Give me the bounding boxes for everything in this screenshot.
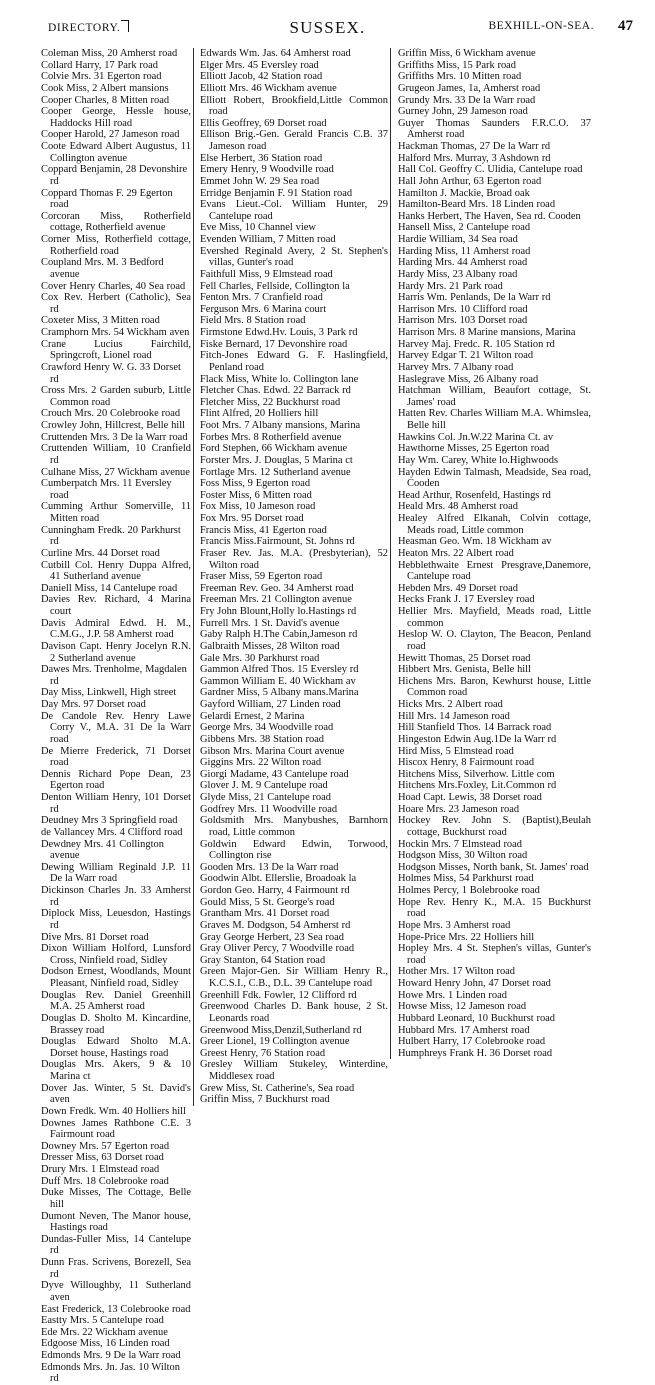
directory-entry: Hackman Thomas, 27 De la Warr rd (398, 141, 551, 152)
directory-entry: Harding Miss, 11 Amherst road (398, 245, 531, 257)
directory-entry: Ford Stephen, 66 Wickham avenue (200, 443, 348, 455)
directory-entry: Forster Mrs. J. Douglas, 5 Marina ct (200, 454, 353, 466)
directory-entry: Francis Miss.Fairmount, St. Johns rd (200, 536, 355, 548)
directory-entry: Hawkins Col. Jn.W.22 Marina Ct. av (398, 431, 554, 443)
directory-entry: Dewdney Mrs. 41 Collington avenue (41, 838, 164, 862)
directory-entry: Hubbard Mrs. 17 Amherst road (398, 1024, 530, 1036)
directory-entry: Gayford William, 27 Linden road (200, 699, 341, 710)
directory-entry: Dresser Miss, 63 Dorset road (41, 1152, 164, 1164)
directory-entry: Douglas Edward Sholto M.A. Dorset house, Hastings road (41, 1036, 191, 1059)
directory-column-2 (193, 48, 390, 1106)
directory-entry: Hay Wm. Carey, White lo.Highwoods (398, 454, 559, 466)
directory-entry: Greer Lionel, 19 Collington avenue (200, 1036, 350, 1048)
directory-entry: Gibson Mrs. Marina Court avenue (200, 745, 345, 757)
directory-entry: Firmstone Edwd.Hv. Louis, 3 Park rd (200, 327, 358, 338)
directory-entry: Hitchens Miss, Silverhow. Little com (398, 768, 555, 780)
directory-entry: Cook Miss, 2 Albert mansions (41, 82, 169, 94)
directory-entry: Hardie William, 34 Sea road (398, 234, 518, 245)
directory-entry: Culhane Miss, 27 Wickham avenue (41, 466, 190, 478)
directory-entry: Dawes Mrs. Trenholme, Magdalen rd (41, 664, 187, 687)
directory-entry: Douglas Mrs. Akers, 9 & 10 Marina ct (41, 1059, 191, 1082)
running-head-title: SUSSEX. (289, 18, 366, 37)
directory-entry: Edwards Wm. Jas. 64 Amherst road (200, 48, 351, 59)
directory-entry: Douglas Rev. Daniel Greenhill M.A. 25 Amherst road (41, 989, 191, 1013)
directory-entry: Edmonds Mrs. Jn. Jas. 10 Wilton rd (41, 1361, 180, 1385)
directory-entry: Giggins Mrs. 22 Wilton road (200, 757, 322, 769)
directory-entry: Hulbert Harry, 17 Colebrooke road (398, 1036, 546, 1048)
directory-entry: Hird Miss, 5 Elmstead road (398, 745, 514, 757)
directory-entry: Coote Edward Albert Augustus, 11 Collington avenue (41, 141, 191, 164)
directory-entry: Galbraith Misses, 28 Wilton road (200, 640, 340, 652)
directory-entry: Dickinson Charles Jn. 33 Amherst rd (41, 885, 191, 908)
directory-entry: Coxeter Miss, 3 Mitten road (41, 315, 160, 327)
directory-entry: Davison Capt. Henry Jocelyn R.N. 2 Sutherland avenue (41, 640, 191, 664)
directory-entry: Glyde Miss, 21 Cantelupe road (200, 792, 331, 803)
directory-entry: Heslop W. O. Clayton, The Beacon, Penland road (398, 629, 591, 652)
directory-entry: Evans Lieut.-Col. William Hunter, 29 Cantelupe road (200, 199, 388, 222)
directory-entry: Colvie Mrs. 31 Egerton road (41, 71, 162, 83)
directory-entry: Hawthorne Misses, 25 Egerton road (398, 443, 550, 455)
directory-entry: Hother Mrs. 17 Wilton road (398, 966, 516, 978)
directory-entry: Humphreys Frank H. 36 Dorset road (398, 1047, 553, 1059)
directory-entry: Hicks Mrs. 2 Albert road (398, 699, 503, 710)
directory-entry: Gordon Geo. Harry, 4 Fairmount rd (200, 885, 350, 896)
directory-entry: Goodwin Albt. Ellerslie, Broadoak la (200, 873, 357, 885)
directory-entry: de Vallancey Mrs. 4 Clifford road (41, 826, 183, 838)
directory-entry: Hodgson Misses, North bank, St. James' road (398, 861, 589, 873)
directory-entry: Duke Misses, The Cottage, Belle hill (41, 1187, 191, 1210)
directory-entry: Harrison Mrs. 8 Marine mansions, Marina (398, 327, 576, 338)
directory-entry: Gelardi Ernest, 2 Marina (200, 710, 305, 722)
directory-entry: Griffiths Mrs. 10 Mitten road (398, 71, 522, 83)
directory-entry: Erridge Benjamin F. 91 Station road (200, 187, 353, 199)
directory-entry: Forbes Mrs. 8 Rotherfield avenue (200, 431, 342, 443)
directory-entry: Dive Mrs. 81 Dorset road (41, 931, 149, 943)
directory-entry: Flint Alfred, 20 Holliers hill (200, 408, 319, 420)
directory-entry: Francis Miss, 41 Egerton road (200, 524, 327, 536)
directory-entry: Davis Admiral Edwd. H. M., C.M.G., J.P. 58 Amherst road (41, 617, 191, 641)
directory-entry: Hewitt Thomas, 25 Dorset road (398, 652, 531, 664)
directory-entry: Cooper George, Hessle house, Haddocks Hill road (41, 106, 191, 129)
directory-entry: Denton William Henry, 101 Dorset rd (41, 792, 191, 815)
directory-entry: Davies Rev. Richard, 4 Marina court (41, 594, 191, 617)
directory-entry: Fenton Mrs. 7 Cranfield road (200, 292, 323, 304)
directory-entry: Furrell Mrs. 1 St. David's avenue (200, 617, 340, 629)
directory-entry: Daniell Miss, 14 Cantelupe road (41, 582, 178, 594)
directory-entry: Grantham Mrs. 41 Dorset road (200, 908, 330, 920)
directory-entry: Greenhill Fdk. Fowler, 12 Clifford rd (200, 989, 357, 1001)
directory-entry: Freeman Rev. Geo. 34 Amherst road (200, 582, 354, 594)
directory-entry: Cruttenden Mrs. 3 De la Warr road (41, 431, 188, 443)
directory-entry: Hatchman William, Beaufort cottage, St. James' road (398, 385, 591, 408)
directory-entry: Haslegrave Miss, 26 Albany road (398, 373, 539, 385)
directory-entry: Else Herbert, 36 Station road (200, 152, 323, 164)
directory-entry: Dewing William Reginald J.P. 11 De la Warr road (41, 861, 191, 885)
directory-entry: Dyve Willoughby, 11 Sutherland aven (41, 1280, 191, 1303)
directory-entry: Hill Mrs. 14 Jameson road (398, 710, 510, 722)
directory-entry: Harris Wm. Penlands, De la Warr rd (398, 292, 551, 304)
directory-entry: Dumont Neven, The Manor house, Hastings road (41, 1210, 191, 1234)
page-number: 47 (618, 18, 633, 34)
running-head-left-label: DIRECTORY. (48, 22, 121, 34)
directory-entry: Harrison Mrs. 103 Dorset road (398, 315, 528, 327)
directory-entry: Hall John Arthur, 63 Egerton road (398, 175, 542, 187)
directory-entry: Gammon Alfred Thos. 15 Eversley rd (200, 664, 359, 676)
directory-entry: Dennis Richard Pope Dean, 23 Egerton road (41, 768, 191, 792)
directory-entry: Flack Miss, White lo. Collington lane (200, 373, 359, 385)
directory-entry: Fraser Rev. Jas. M.A. (Presbyterian), 52 Wilton road (200, 547, 388, 571)
running-head (0, 18, 655, 44)
directory-entry: Cox Rev. Herbert (Catholic), Sea rd (41, 292, 191, 315)
directory-entry: Hoad Capt. Lewis, 38 Dorset road (398, 792, 542, 803)
directory-entry: Fox Miss, 10 Jameson road (200, 501, 316, 513)
directory-entry: Elliott Mrs. 46 Wickham avenue (200, 82, 337, 94)
directory-entry: Hockin Mrs. 7 Elmstead road (398, 838, 522, 850)
directory-entry: Ellis Geoffrey, 69 Dorset road (200, 117, 327, 129)
directory-entry: Hingeston Edwin Aug.1De la Warr rd (398, 733, 557, 745)
directory-entry: Hopley Mrs. 4 St. Stephen's villas, Gunter's road (398, 943, 591, 966)
directory-entry: Cover Henry Charles, 40 Sea road (41, 280, 186, 292)
running-head-right: BEXHILL-ON-SEA. (488, 20, 594, 32)
directory-entry: Elliott Jacob, 42 Station road (200, 71, 323, 83)
directory-entry: Graves M. Dodgson, 54 Amherst rd (200, 919, 351, 931)
directory-entry: Hellier Mrs. Mayfield, Meads road, Little common (398, 606, 591, 629)
directory-entry: Hayden Edwin Talmash, Meadside, Sea road, Cooden (398, 466, 591, 490)
directory-entry: Crawford Henry W. G. 33 Dorset rd (41, 361, 181, 385)
directory-entry: Greenwood Charles D. Bank house, 2 St. Leonards road (200, 1001, 388, 1024)
directory-entry: Drury Mrs. 1 Elmstead road (41, 1164, 160, 1175)
directory-entry: Evershed Reginald Avery, 2 St. Stephen's villas, Gunter's road (200, 245, 388, 269)
directory-columns (0, 48, 655, 1385)
directory-entry: George Mrs. 34 Woodville road (200, 722, 334, 734)
directory-entry: Glover J. M. 9 Cantelupe road (200, 780, 328, 792)
directory-entry: Emmet John W. 29 Sea road (200, 175, 320, 187)
directory-entry: Cross Mrs. 2 Garden suburb, Little Common road (41, 385, 191, 408)
directory-entry: Giorgi Madame, 43 Cantelupe road (200, 768, 349, 780)
directory-entry: Gibbens Mrs. 38 Station road (200, 733, 325, 745)
directory-entry: Fletcher Miss, 22 Buckhurst road (200, 396, 341, 408)
directory-entry: Heasman Geo. Wm. 18 Wickham av (398, 536, 552, 548)
directory-entry: Ellison Brig.-Gen. Gerald Francis C.B. 37 Jameson road (200, 129, 388, 152)
directory-column-3 (390, 48, 593, 1059)
directory-entry: Edmonds Mrs. 9 De la Warr road (41, 1350, 181, 1361)
directory-entry: Cooper Charles, 8 Mitten road (41, 94, 170, 106)
directory-entry: Gray George Herbert, 23 Sea road (200, 931, 344, 943)
directory-entry: Greenwood Miss,Denzil,Sutherland rd (200, 1024, 362, 1036)
directory-entry: Coppard Benjamin, 28 Devonshire rd (41, 164, 188, 187)
directory-entry: Foster Miss, 6 Mitten road (200, 489, 312, 501)
directory-entry: Dover Jas. Winter, 5 St. David's aven (41, 1082, 191, 1106)
directory-entry: Hubbard Leonard, 10 Buckhurst road (398, 1012, 556, 1024)
directory-entry: Gammon William E. 40 Wickham av (200, 675, 356, 687)
directory-entry: Harvey Maj. Fredc. R. 105 Station rd (398, 338, 555, 350)
directory-entry: Grew Miss, St. Catherine's, Sea road (200, 1082, 355, 1094)
directory-entry: Hall Col. Geoffry C. Ulidia, Cantelupe road (398, 164, 583, 176)
directory-entry: Gurney John, 29 Jameson road (398, 106, 528, 118)
directory-entry: Gooden Mrs. 13 De la Warr road (200, 861, 339, 873)
directory-entry: Hecks Frank J. 17 Eversley road (398, 594, 535, 606)
directory-entry: Corner Miss, Rotherfield cottage, Rotherfield road (41, 234, 191, 257)
directory-entry: Gould Miss, 5 St. George's road (200, 896, 335, 908)
directory-entry: Cumberpatch Mrs. 11 Eversley road (41, 478, 172, 501)
directory-entry: Collard Harry, 17 Park road (41, 59, 158, 71)
directory-entry: Elliott Robert, Brookfield,Little Common road (200, 94, 388, 118)
directory-entry: Fell Charles, Fellside, Collington la (200, 280, 350, 292)
directory-entry: Hodgson Miss, 30 Wilton road (398, 850, 528, 862)
directory-entry: Foot Mrs. 7 Albany mansions, Marina (200, 420, 361, 431)
directory-entry: Healey Alfred Elkanah, Colvin cottage, Meads road, Little common (398, 513, 591, 536)
directory-entry: Foss Miss, 9 Egerton road (200, 478, 311, 490)
directory-entry: Coppard Thomas F. 29 Egerton road (41, 187, 173, 211)
directory-entry: Holmes Percy, 1 Bolebrooke road (398, 885, 540, 896)
directory-entry: Coleman Miss, 20 Amherst road (41, 48, 178, 59)
directory-entry: Grugeon James, 1a, Amherst road (398, 82, 541, 94)
directory-entry: Cutbill Col. Henry Duppa Alfred, 41 Sutherland avenue (41, 559, 191, 583)
directory-entry: Crowley John, Hillcrest, Belle hill (41, 420, 186, 431)
directory-entry: De Candole Rev. Henry Lawe Corry V., M.A. 31 De la Warr road (41, 710, 191, 745)
directory-entry: Hatten Rev. Charles William M.A. Whimslea, Belle hill (398, 408, 591, 431)
directory-entry: De Mierre Frederick, 71 Dorset road (41, 745, 191, 769)
directory-entry: Elger Mrs. 45 Eversley road (200, 59, 319, 71)
directory-entry: Dodson Ernest, Woodlands, Mount Pleasant, Ninfield road, Sidley (41, 966, 191, 989)
directory-entry: Field Mrs. 8 Station road (200, 315, 306, 327)
directory-entry: Harvey Mrs. 7 Albany road (398, 361, 514, 373)
directory-entry: Grundy Mrs. 33 De la Warr road (398, 94, 536, 106)
directory-entry: Hockey Rev. John S. (Baptist),Beulah cottage, Buckhurst road (398, 815, 591, 838)
directory-entry: Curline Mrs. 44 Dorset road (41, 547, 160, 559)
directory-entry: Hardy Miss, 23 Albany road (398, 268, 518, 280)
directory-entry: Evenden William, 7 Mitten road (200, 234, 336, 245)
directory-entry: Fiske Bernard, 17 Devonshire road (200, 338, 348, 350)
directory-entry: Hebden Mrs. 49 Dorset road (398, 582, 518, 594)
directory-entry: Head Arthur, Rosenfeld, Hastings rd (398, 489, 551, 501)
directory-entry: Hansell Miss, 2 Cantelupe road (398, 222, 531, 234)
directory-entry: Eastty Mrs. 5 Cantelupe road (41, 1315, 164, 1327)
directory-entry: Griffin Miss, 7 Buckhurst road (200, 1094, 330, 1106)
directory-entry: Downes James Rathbone C.E. 3 Fairmount road (41, 1117, 191, 1141)
directory-entry: Hope Mrs. 3 Amherst road (398, 919, 511, 931)
directory-entry: Heaton Mrs. 22 Albert road (398, 547, 514, 559)
directory-entry: Cumming Arthur Somerville, 11 Mitten road (41, 501, 191, 524)
directory-entry: Howse Miss, 12 Jameson road (398, 1001, 527, 1013)
directory-entry: Hoare Mrs. 23 Jameson road (398, 803, 520, 815)
directory-entry: Gray Stanton, 64 Station road (200, 954, 326, 966)
directory-entry: Hamilton-Beard Mrs. 18 Linden road (398, 199, 556, 211)
directory-entry: Hope-Price Mrs. 22 Holliers hill (398, 931, 535, 943)
directory-entry: Fitch-Jones Edward G. F. Haslingfield, Penland road (200, 350, 388, 373)
directory-entry: Ferguson Mrs. 6 Marina court (200, 303, 327, 315)
directory-entry: Cooper Harold, 27 Jameson road (41, 129, 180, 141)
directory-entry: Crouch Mrs. 20 Colebrooke road (41, 408, 181, 420)
directory-entry: Howe Mrs. 1 Linden road (398, 989, 507, 1001)
directory-entry: Harding Mrs. 44 Amherst road (398, 257, 528, 269)
directory-entry: Hope Rev. Henry K., M.A. 15 Buckhurst road (398, 896, 591, 920)
directory-entry: Heald Mrs. 48 Amherst road (398, 501, 518, 513)
directory-entry: Edgoose Miss, 16 Linden road (41, 1338, 170, 1350)
directory-entry: Hamilton J. Mackie, Broad oak (398, 187, 530, 199)
directory-entry: Gaby Ralph H.The Cabin,Jameson rd (200, 629, 358, 641)
directory-entry: Fortlage Mrs. 12 Sutherland avenue (200, 466, 351, 478)
directory-entry: Hibbert Mrs. Genista, Belle hill (398, 664, 531, 676)
directory-entry: Griffiths Miss, 15 Park road (398, 59, 517, 71)
directory-entry: Hardy Mrs. 21 Park road (398, 280, 503, 292)
directory-entry: Down Fredk. Wm. 40 Holliers hill (41, 1105, 186, 1117)
directory-entry: Deudney Mrs 3 Springfield road (41, 815, 178, 827)
directory-entry: Hanks Herbert, The Haven, Sea rd. Cooden (398, 210, 581, 222)
directory-entry: Harvey Edgar T. 21 Wilton road (398, 350, 534, 362)
directory-entry: Guyer Thomas Saunders F.R.C.O. 37 Amherst road (398, 117, 591, 141)
directory-entry: Griffin Miss, 6 Wickham avenue (398, 48, 536, 59)
directory-entry: Fletcher Chas. Edwd. 22 Barrack rd (200, 385, 351, 397)
directory-entry: Eve Miss, 10 Channel view (200, 222, 316, 234)
directory-entry: Faithfull Miss, 9 Elmstead road (200, 268, 333, 280)
directory-entry: Fry John Blount,Holly lo.Hastings rd (200, 606, 357, 617)
directory-entry: Cruttenden William, 10 Cranfield rd (41, 443, 191, 466)
directory-entry: Douglas D. Sholto M. Kincardine, Brassey road (41, 1012, 191, 1036)
directory-entry: Gardner Miss, 5 Albany mans.Marina (200, 687, 359, 699)
directory-entry: Green Major-Gen. Sir William Henry R., K.C.S.I., C.B., D.L. 39 Cantelupe road (200, 966, 388, 989)
directory-entry: Hiscox Henry, 8 Fairmount road (398, 757, 535, 769)
directory-entry: Hebblethwaite Ernest Presgrave,Danemore, Cantelupe road (398, 559, 591, 583)
directory-entry: Godfrey Mrs. 11 Woodville road (200, 803, 338, 815)
directory-entry: Gresley William Stukeley, Winterdine, Middlesex road (200, 1059, 388, 1082)
directory-entry: Dixon William Holford, Lunsford Cross, Ninfield road, Sidley (41, 943, 191, 966)
directory-entry: Freeman Mrs. 21 Collington avenue (200, 594, 352, 606)
directory-entry: Gray Oliver Percy, 7 Woodville road (200, 943, 355, 955)
directory-entry: Goldwin Edward Edwin, Torwood, Collington rise (200, 838, 388, 862)
directory-entry: Hichens Mrs. Baron, Kewhurst house, Little Common road (398, 675, 591, 699)
directory-entry: Gale Mrs. 30 Parkhurst road (200, 652, 320, 664)
directory-entry: Cramphorn Mrs. 54 Wickham aven (41, 327, 190, 338)
directory-entry: Downey Mrs. 57 Egerton road (41, 1140, 170, 1152)
directory-entry: Corcoran Miss, Rotherfield cottage, Rotherfield avenue (41, 210, 191, 234)
directory-entry: Holmes Miss, 54 Parkhurst road (398, 873, 534, 885)
directory-entry: Dunn Fras. Scrivens, Borezell, Sea rd (41, 1257, 191, 1280)
directory-entry: Fox Mrs. 95 Dorset road (200, 513, 304, 524)
directory-entry: Fraser Miss, 59 Egerton road (200, 571, 323, 583)
directory-entry: Halford Mrs. Murray, 3 Ashdown rd (398, 152, 551, 164)
directory-entry: Diplock Miss, Leuesdon, Hastings rd (41, 908, 191, 931)
directory-entry: Dundas-Fuller Miss, 14 Cantelupe rd (41, 1233, 191, 1257)
directory-entry: Greest Henry, 76 Station road (200, 1047, 326, 1059)
directory-column-1 (0, 48, 193, 1385)
directory-entry: Hill Stanfield Thos. 14 Barrack road (398, 722, 552, 734)
directory-entry: Coupland Mrs. M. 3 Bedford avenue (41, 257, 164, 280)
directory-entry: Harrison Mrs. 10 Clifford road (398, 303, 528, 315)
directory-entry: Hitchens Mrs.Foxley, Lit.Common rd (398, 780, 557, 792)
directory-entry: Day Miss, Linkwell, High street (41, 687, 177, 699)
directory-entry: East Frederick, 13 Colebrooke road (41, 1303, 191, 1315)
directory-entry: Day Mrs. 97 Dorset road (41, 699, 146, 710)
directory-entry: Cunningham Fredk. 20 Parkhurst rd (41, 524, 181, 548)
directory-entry: Duff Mrs. 18 Colebrooke road (41, 1175, 169, 1187)
directory-entry: Howard Henry John, 47 Dorset road (398, 978, 551, 989)
directory-entry: Ede Mrs. 22 Wickham avenue (41, 1326, 168, 1338)
directory-entry: Crane Lucius Fairchild, Springcroft, Lionel road (41, 338, 191, 362)
directory-entry: Emery Henry, 9 Woodville road (200, 164, 334, 176)
directory-entry: Goldsmith Mrs. Manybushes, Barnhorn road, Little common (200, 815, 388, 838)
